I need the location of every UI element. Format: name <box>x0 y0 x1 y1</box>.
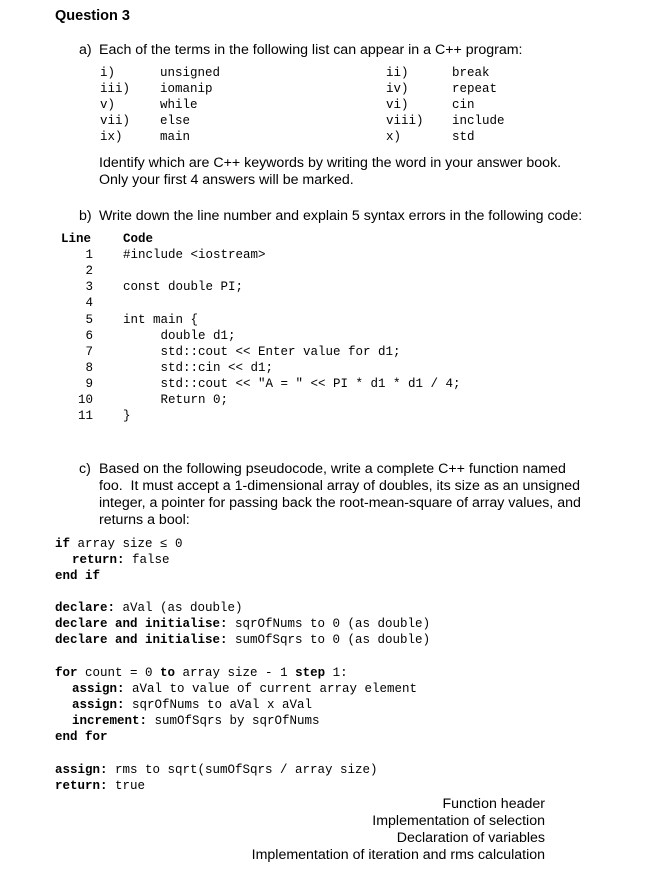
pseudo-text: true <box>107 779 146 793</box>
term: iomanip <box>160 82 213 96</box>
marking-item: Implementation of iteration and rms calculation <box>251 847 545 863</box>
line-number: 5 <box>85 313 93 327</box>
line-number: 2 <box>85 264 93 278</box>
pseudo-keyword: increment: <box>72 714 148 728</box>
pseudo-keyword: for <box>55 666 78 680</box>
pseudo-text: sqrOfNums to aVal x aVal <box>124 698 313 712</box>
pseudo-line <box>55 763 378 777</box>
code-header-line: Line <box>61 232 92 246</box>
marking-item: Declaration of variables <box>396 830 545 846</box>
pseudo-keyword: step <box>295 666 326 680</box>
pseudo-line <box>72 682 417 696</box>
term: include <box>452 114 505 128</box>
line-number: 1 <box>85 248 93 262</box>
pseudo-line <box>55 666 348 680</box>
term: cin <box>452 98 475 112</box>
part-b-prompt: Write down the line number and explain 5 syntax errors in the following code: <box>99 208 583 224</box>
pseudo-text: array size - 1 <box>175 666 296 680</box>
line-number: 9 <box>85 377 93 391</box>
term: repeat <box>452 82 498 96</box>
pseudo-keyword: to <box>160 666 176 680</box>
part-b-label: b) <box>79 208 92 224</box>
pseudo-keyword: if <box>55 537 71 551</box>
code-line: double d1; <box>123 329 236 343</box>
pseudo-keyword: assign: <box>72 682 125 696</box>
term-number: iv) <box>386 82 409 96</box>
pseudo-keyword: declare: <box>55 601 116 615</box>
pseudo-line <box>72 714 320 728</box>
part-a-instruction-1: Identify which are C++ keywords by writing the word in your answer book. <box>99 155 562 171</box>
term-number: vii) <box>100 114 131 128</box>
line-number: 4 <box>85 296 93 310</box>
pseudo-keyword: end if <box>55 569 101 583</box>
pseudo-text: false <box>124 553 170 567</box>
marking-scheme <box>252 796 545 864</box>
pseudo-line <box>55 633 430 647</box>
question-title: Question 3 <box>55 8 130 24</box>
pseudo-line <box>55 617 430 631</box>
pseudo-keyword: declare and initialise: <box>55 633 228 647</box>
part-a-prompt: Each of the terms in the following list can appear in a C++ program: <box>99 42 523 58</box>
code-line: int main { <box>123 313 199 327</box>
part-a-label: a) <box>79 42 92 58</box>
marking-item: Function header <box>442 796 545 812</box>
line-number: 11 <box>77 409 93 423</box>
code-line: std::cout << "A = " << PI * d1 * d1 / 4; <box>123 377 461 391</box>
pseudo-line <box>55 779 145 793</box>
line-number: 8 <box>85 361 93 375</box>
line-number: 7 <box>85 345 93 359</box>
pseudo-line <box>72 553 170 567</box>
line-number: 3 <box>85 280 93 294</box>
part-c-prompt-line: returns a bool: <box>99 512 190 528</box>
term: break <box>452 66 490 80</box>
term-number: ix) <box>100 130 123 144</box>
line-number: 6 <box>85 329 93 343</box>
pseudo-text: rms to sqrt(sumOfSqrs / array size) <box>107 763 378 777</box>
marking-item: Implementation of selection <box>372 813 545 829</box>
part-c-prompt-line: foo. It must accept a 1-dimensional array of doubles, its size as an unsigned <box>99 478 581 494</box>
pseudo-keyword: return: <box>55 779 108 793</box>
pseudo-text: count = 0 <box>77 666 161 680</box>
pseudo-line <box>55 601 243 615</box>
part-c-label: c) <box>79 461 91 477</box>
pseudo-line <box>55 537 183 551</box>
term-number: x) <box>386 130 402 144</box>
pseudo-text: sqrOfNums to 0 (as double) <box>227 617 431 631</box>
part-c-prompt-line: Based on the following pseudocode, write a complete C++ function named <box>99 461 566 477</box>
term: else <box>160 114 191 128</box>
term-number: vi) <box>386 98 409 112</box>
pseudo-text: array size ≤ 0 <box>70 537 183 551</box>
term: std <box>452 130 475 144</box>
pseudo-line <box>72 698 312 712</box>
pseudo-text: aVal (as double) <box>115 601 243 615</box>
pseudo-text: sumOfSqrs to 0 (as double) <box>227 633 431 647</box>
pseudo-text: 1: <box>325 666 348 680</box>
code-line: #include <iostream> <box>123 248 266 262</box>
pseudo-keyword: end for <box>55 730 108 744</box>
pseudo-keyword: return: <box>72 553 125 567</box>
line-number: 10 <box>77 393 93 407</box>
code-header-code: Code <box>123 232 154 246</box>
part-c-prompt-line: integer, a pointer for passing back the root-mean-square of array values, and <box>99 495 581 511</box>
term-number: i) <box>100 66 116 80</box>
code-line: } <box>123 409 131 423</box>
term: main <box>160 130 191 144</box>
code-line: std::cout << Enter value for d1; <box>123 345 401 359</box>
pseudo-text: aVal to value of current array element <box>124 682 418 696</box>
pseudo-keyword: assign: <box>55 763 108 777</box>
part-a-instruction-2: Only your first 4 answers will be marked. <box>99 172 354 188</box>
term-number: viii) <box>386 114 424 128</box>
code-line: Return 0; <box>123 393 229 407</box>
pseudo-text: sumOfSqrs by sqrOfNums <box>147 714 320 728</box>
term-number: v) <box>100 98 116 112</box>
term: while <box>160 98 198 112</box>
code-line: const double PI; <box>123 280 244 294</box>
pseudo-keyword: declare and initialise: <box>55 617 228 631</box>
code-line: std::cin << d1; <box>123 361 274 375</box>
term-number: iii) <box>100 82 131 96</box>
term-number: ii) <box>386 66 409 80</box>
pseudo-keyword: assign: <box>72 698 125 712</box>
term: unsigned <box>160 66 221 80</box>
part-c-prompt <box>99 461 629 529</box>
